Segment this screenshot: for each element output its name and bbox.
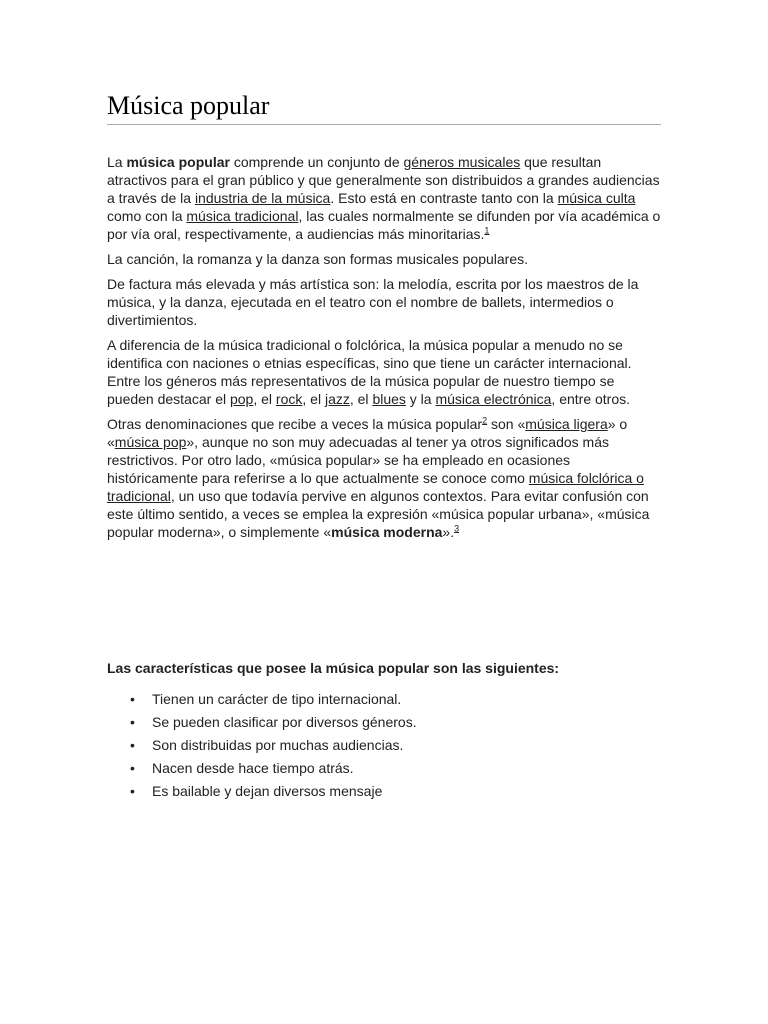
text-run: , el bbox=[349, 391, 373, 407]
link-blues[interactable]: blues bbox=[372, 391, 406, 407]
reference-2[interactable]: 2 bbox=[482, 415, 488, 426]
list-item-text: Nacen desde hace tiempo atrás. bbox=[152, 760, 354, 776]
bold-term: música popular bbox=[126, 154, 230, 170]
article-body bbox=[107, 153, 663, 548]
list-item bbox=[130, 780, 708, 803]
text-run: Otras denominaciones que recibe a veces la música popular bbox=[107, 416, 483, 432]
link-pop[interactable]: pop bbox=[229, 391, 254, 407]
list-item-text: Son distribuidas por muchas audiencias. bbox=[152, 737, 404, 753]
text-run: , el bbox=[302, 391, 325, 407]
reference-1[interactable]: 1 bbox=[484, 225, 490, 236]
bullet-icon: • bbox=[130, 691, 135, 707]
link-rock[interactable]: rock bbox=[275, 391, 303, 407]
list-item-text: Es bailable y dejan diversos mensaje bbox=[152, 783, 383, 799]
link-industria-musica[interactable]: industria de la música bbox=[194, 190, 331, 206]
text-run: » o « bbox=[107, 416, 628, 450]
text-run: , el bbox=[253, 391, 276, 407]
bullet-icon: • bbox=[130, 760, 135, 776]
text-run: , las cuales normalmente se difunden por vía académica o por vía oral, respectivamente, a audiencias más minoritarias. bbox=[107, 208, 661, 242]
link-musica-ligera[interactable]: música ligera bbox=[525, 416, 608, 432]
paragraph-1 bbox=[107, 153, 663, 243]
text-run: que resultan atractivos para el gran público y que generalmente son distribuidos a grandes audiencias a través de la bbox=[107, 154, 660, 206]
link-musica-pop[interactable]: música pop bbox=[114, 434, 187, 450]
reference-3[interactable]: 3 bbox=[454, 523, 460, 534]
text-run: ». bbox=[442, 524, 455, 540]
text-run: , entre otros. bbox=[551, 391, 631, 407]
link-musica-culta[interactable]: música culta bbox=[557, 190, 636, 206]
link-jazz[interactable]: jazz bbox=[324, 391, 350, 407]
paragraph-3: De factura más elevada y más artística son: la melodía, escrita por los maestros de la música, y la danza, ejecutada en el teatro con el nombre de ballets, intermedios o divertimientos. bbox=[107, 276, 639, 328]
list-item bbox=[130, 711, 708, 734]
text-run: como con la bbox=[107, 208, 187, 224]
text-run: . Esto está en contraste tanto con la bbox=[330, 190, 558, 206]
bullet-icon: • bbox=[130, 783, 135, 799]
list-item-text: Se pueden clasificar por diversos géneros. bbox=[152, 714, 417, 730]
list-item bbox=[130, 734, 708, 757]
paragraph-4 bbox=[107, 336, 663, 408]
text-run: A diferencia de la música tradicional o folclórica, la música popular a menudo no se identifica con naciones o etnias específicas, sino que tiene un carácter internacional. Entre los géneros más representativos de la música popular de nuestro tiempo se pueden destacar el bbox=[107, 337, 632, 407]
text-run: son « bbox=[487, 416, 526, 432]
link-musica-electronica[interactable]: música electrónica bbox=[435, 391, 552, 407]
paragraph-2: La canción, la romanza y la danza son formas musicales populares. bbox=[107, 251, 528, 267]
text-run: , un uso que todavía pervive en algunos contextos. Para evitar confusión con este último sentido, a veces se emplea la expresión «música popular urbana», «música popular moderna», o simplemente « bbox=[107, 488, 650, 540]
paragraph-5 bbox=[107, 415, 663, 541]
list-item-text: Tienen un carácter de tipo internacional. bbox=[152, 691, 402, 707]
characteristics-list bbox=[107, 688, 708, 803]
link-musica-tradicional[interactable]: música tradicional bbox=[186, 208, 299, 224]
text-run: y la bbox=[405, 391, 436, 407]
bold-term: música moderna bbox=[331, 524, 443, 540]
list-item bbox=[130, 688, 708, 711]
list-item bbox=[130, 757, 708, 780]
bullet-icon: • bbox=[130, 737, 135, 753]
page-title: Música popular bbox=[107, 90, 661, 125]
text-run: La bbox=[107, 154, 127, 170]
bullet-icon: • bbox=[130, 714, 135, 730]
text-run: », aunque no son muy adecuadas al tener ya otros significados más restrictivos. Por otro lado, «música popular» se ha empleado en ocasiones históricamente para referirse a lo que actualmente se conoce como bbox=[107, 434, 609, 486]
link-generos-musicales[interactable]: géneros musicales bbox=[403, 154, 521, 170]
text-run: comprende un conjunto de bbox=[229, 154, 404, 170]
characteristics-heading: Las características que posee la música popular son las siguientes: bbox=[107, 660, 560, 676]
link-musica-folclorica[interactable]: música folclórica o tradicional bbox=[107, 470, 644, 504]
